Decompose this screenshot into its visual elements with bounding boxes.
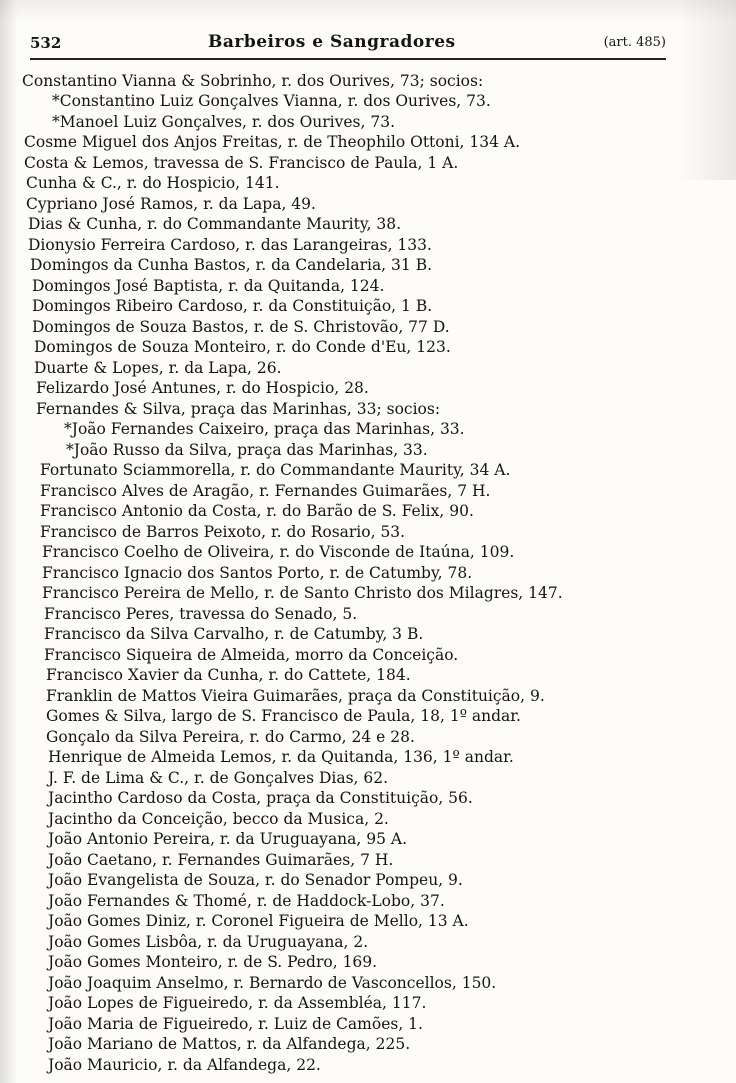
page-shadow-right xyxy=(676,0,736,180)
list-item: Domingos da Cunha Bastos, r. da Candelaria, 31 B. xyxy=(30,256,433,274)
list-item: *João Fernandes Caixeiro, praça das Marinhas, 33. xyxy=(64,420,465,438)
list-item: Cypriano José Ramos, r. da Lapa, 49. xyxy=(26,195,316,213)
list-item: João Antonio Pereira, r. da Uruguayana, 95 A. xyxy=(48,830,408,848)
page-shadow-top xyxy=(0,0,736,22)
list-item: João Mauricio, r. da Alfandega, 22. xyxy=(48,1056,321,1074)
list-item: Cunha & C., r. do Hospicio, 141. xyxy=(26,174,280,192)
list-item: Francisco Alves de Aragão, r. Fernandes Guimarães, 7 H. xyxy=(40,482,491,500)
list-item: Gomes & Silva, largo de S. Francisco de Paula, 18, 1º andar. xyxy=(46,707,521,725)
list-item: Francisco da Silva Carvalho, r. de Catumby, 3 B. xyxy=(44,625,424,643)
list-item: Domingos José Baptista, r. da Quitanda, 124. xyxy=(32,277,385,295)
list-item: Felizardo José Antunes, r. do Hospicio, 28. xyxy=(36,379,369,397)
list-item: *Manoel Luiz Gonçalves, r. dos Ourives, 73. xyxy=(52,113,396,131)
list-item: Costa & Lemos, travessa de S. Francisco de Paula, 1 A. xyxy=(24,154,459,172)
list-item: João Gomes Lisbôa, r. da Uruguayana, 2. xyxy=(48,933,369,951)
list-item: Domingos de Souza Bastos, r. de S. Christovão, 77 D. xyxy=(32,318,450,336)
list-item: Gonçalo da Silva Pereira, r. do Carmo, 24 e 28. xyxy=(46,728,415,746)
list-item: Francisco de Barros Peixoto, r. do Rosario, 53. xyxy=(40,523,406,541)
list-item: Jacintho Cardoso da Costa, praça da Constituição, 56. xyxy=(48,789,473,807)
page-shadow-left xyxy=(0,0,18,1083)
list-item: Francisco Siqueira de Almeida, morro da Conceição. xyxy=(44,646,459,664)
list-item: João Maria de Figueiredo, r. Luiz de Camões, 1. xyxy=(48,1015,423,1033)
list-item: Domingos de Souza Monteiro, r. do Conde d'Eu, 123. xyxy=(34,338,451,356)
list-item: Francisco Peres, travessa do Senado, 5. xyxy=(44,605,358,623)
list-item: Dionysio Ferreira Cardoso, r. das Larangeiras, 133. xyxy=(28,236,432,254)
list-item: Jacintho da Conceição, becco da Musica, 2. xyxy=(48,810,389,828)
section-title: Barbeiros e Sangradores xyxy=(208,32,456,52)
list-item: *Constantino Luiz Gonçalves Vianna, r. dos Ourives, 73. xyxy=(52,92,491,110)
running-header xyxy=(30,32,666,60)
list-item: J. F. de Lima & C., r. de Gonçalves Dias, 62. xyxy=(48,769,389,787)
list-item: Cosme Miguel dos Anjos Freitas, r. de Theophilo Ottoni, 134 A. xyxy=(24,133,521,151)
list-item: Francisco Xavier da Cunha, r. do Cattete, 184. xyxy=(46,666,411,684)
list-item: Domingos Ribeiro Cardoso, r. da Constituição, 1 B. xyxy=(32,297,433,315)
list-item: Francisco Antonio da Costa, r. do Barão de S. Felix, 90. xyxy=(40,502,474,520)
page-number: 532 xyxy=(30,34,62,52)
list-item: Henrique de Almeida Lemos, r. da Quitanda, 136, 1º andar. xyxy=(48,748,514,766)
list-item: Dias & Cunha, r. do Commandante Maurity, 38. xyxy=(28,215,402,233)
list-item: João Gomes Diniz, r. Coronel Figueira de Mello, 13 A. xyxy=(48,912,469,930)
list-item: João Gomes Monteiro, r. de S. Pedro, 169. xyxy=(48,953,378,971)
list-item: Constantino Vianna & Sobrinho, r. dos Ourives, 73; socios: xyxy=(22,72,484,90)
list-item: Francisco Ignacio dos Santos Porto, r. de Catumby, 78. xyxy=(42,564,473,582)
article-reference: (art. 485) xyxy=(603,35,666,50)
list-item: Fernandes & Silva, praça das Marinhas, 33; socios: xyxy=(36,400,441,418)
list-item: *João Russo da Silva, praça das Marinhas, 33. xyxy=(66,441,428,459)
list-item: João Joaquim Anselmo, r. Bernardo de Vasconcellos, 150. xyxy=(48,974,497,992)
list-item: João Lopes de Figueiredo, r. da Assembléa, 117. xyxy=(48,994,427,1012)
list-item: Duarte & Lopes, r. da Lapa, 26. xyxy=(34,359,282,377)
list-item: Francisco Coelho de Oliveira, r. do Visconde de Itaúna, 109. xyxy=(42,543,515,561)
list-item: Fortunato Sciammorella, r. do Commandante Maurity, 34 A. xyxy=(40,461,511,479)
list-item: João Evangelista de Souza, r. do Senador Pompeu, 9. xyxy=(48,871,463,889)
list-item: Franklin de Mattos Vieira Guimarães, praça da Constituição, 9. xyxy=(46,687,545,705)
list-item: Francisco Pereira de Mello, r. de Santo Christo dos Milagres, 147. xyxy=(42,584,563,602)
list-item: João Mariano de Mattos, r. da Alfandega, 225. xyxy=(48,1035,411,1053)
list-item: João Caetano, r. Fernandes Guimarães, 7 H. xyxy=(48,851,394,869)
list-item: João Fernandes & Thomé, r. de Haddock-Lobo, 37. xyxy=(48,892,445,910)
